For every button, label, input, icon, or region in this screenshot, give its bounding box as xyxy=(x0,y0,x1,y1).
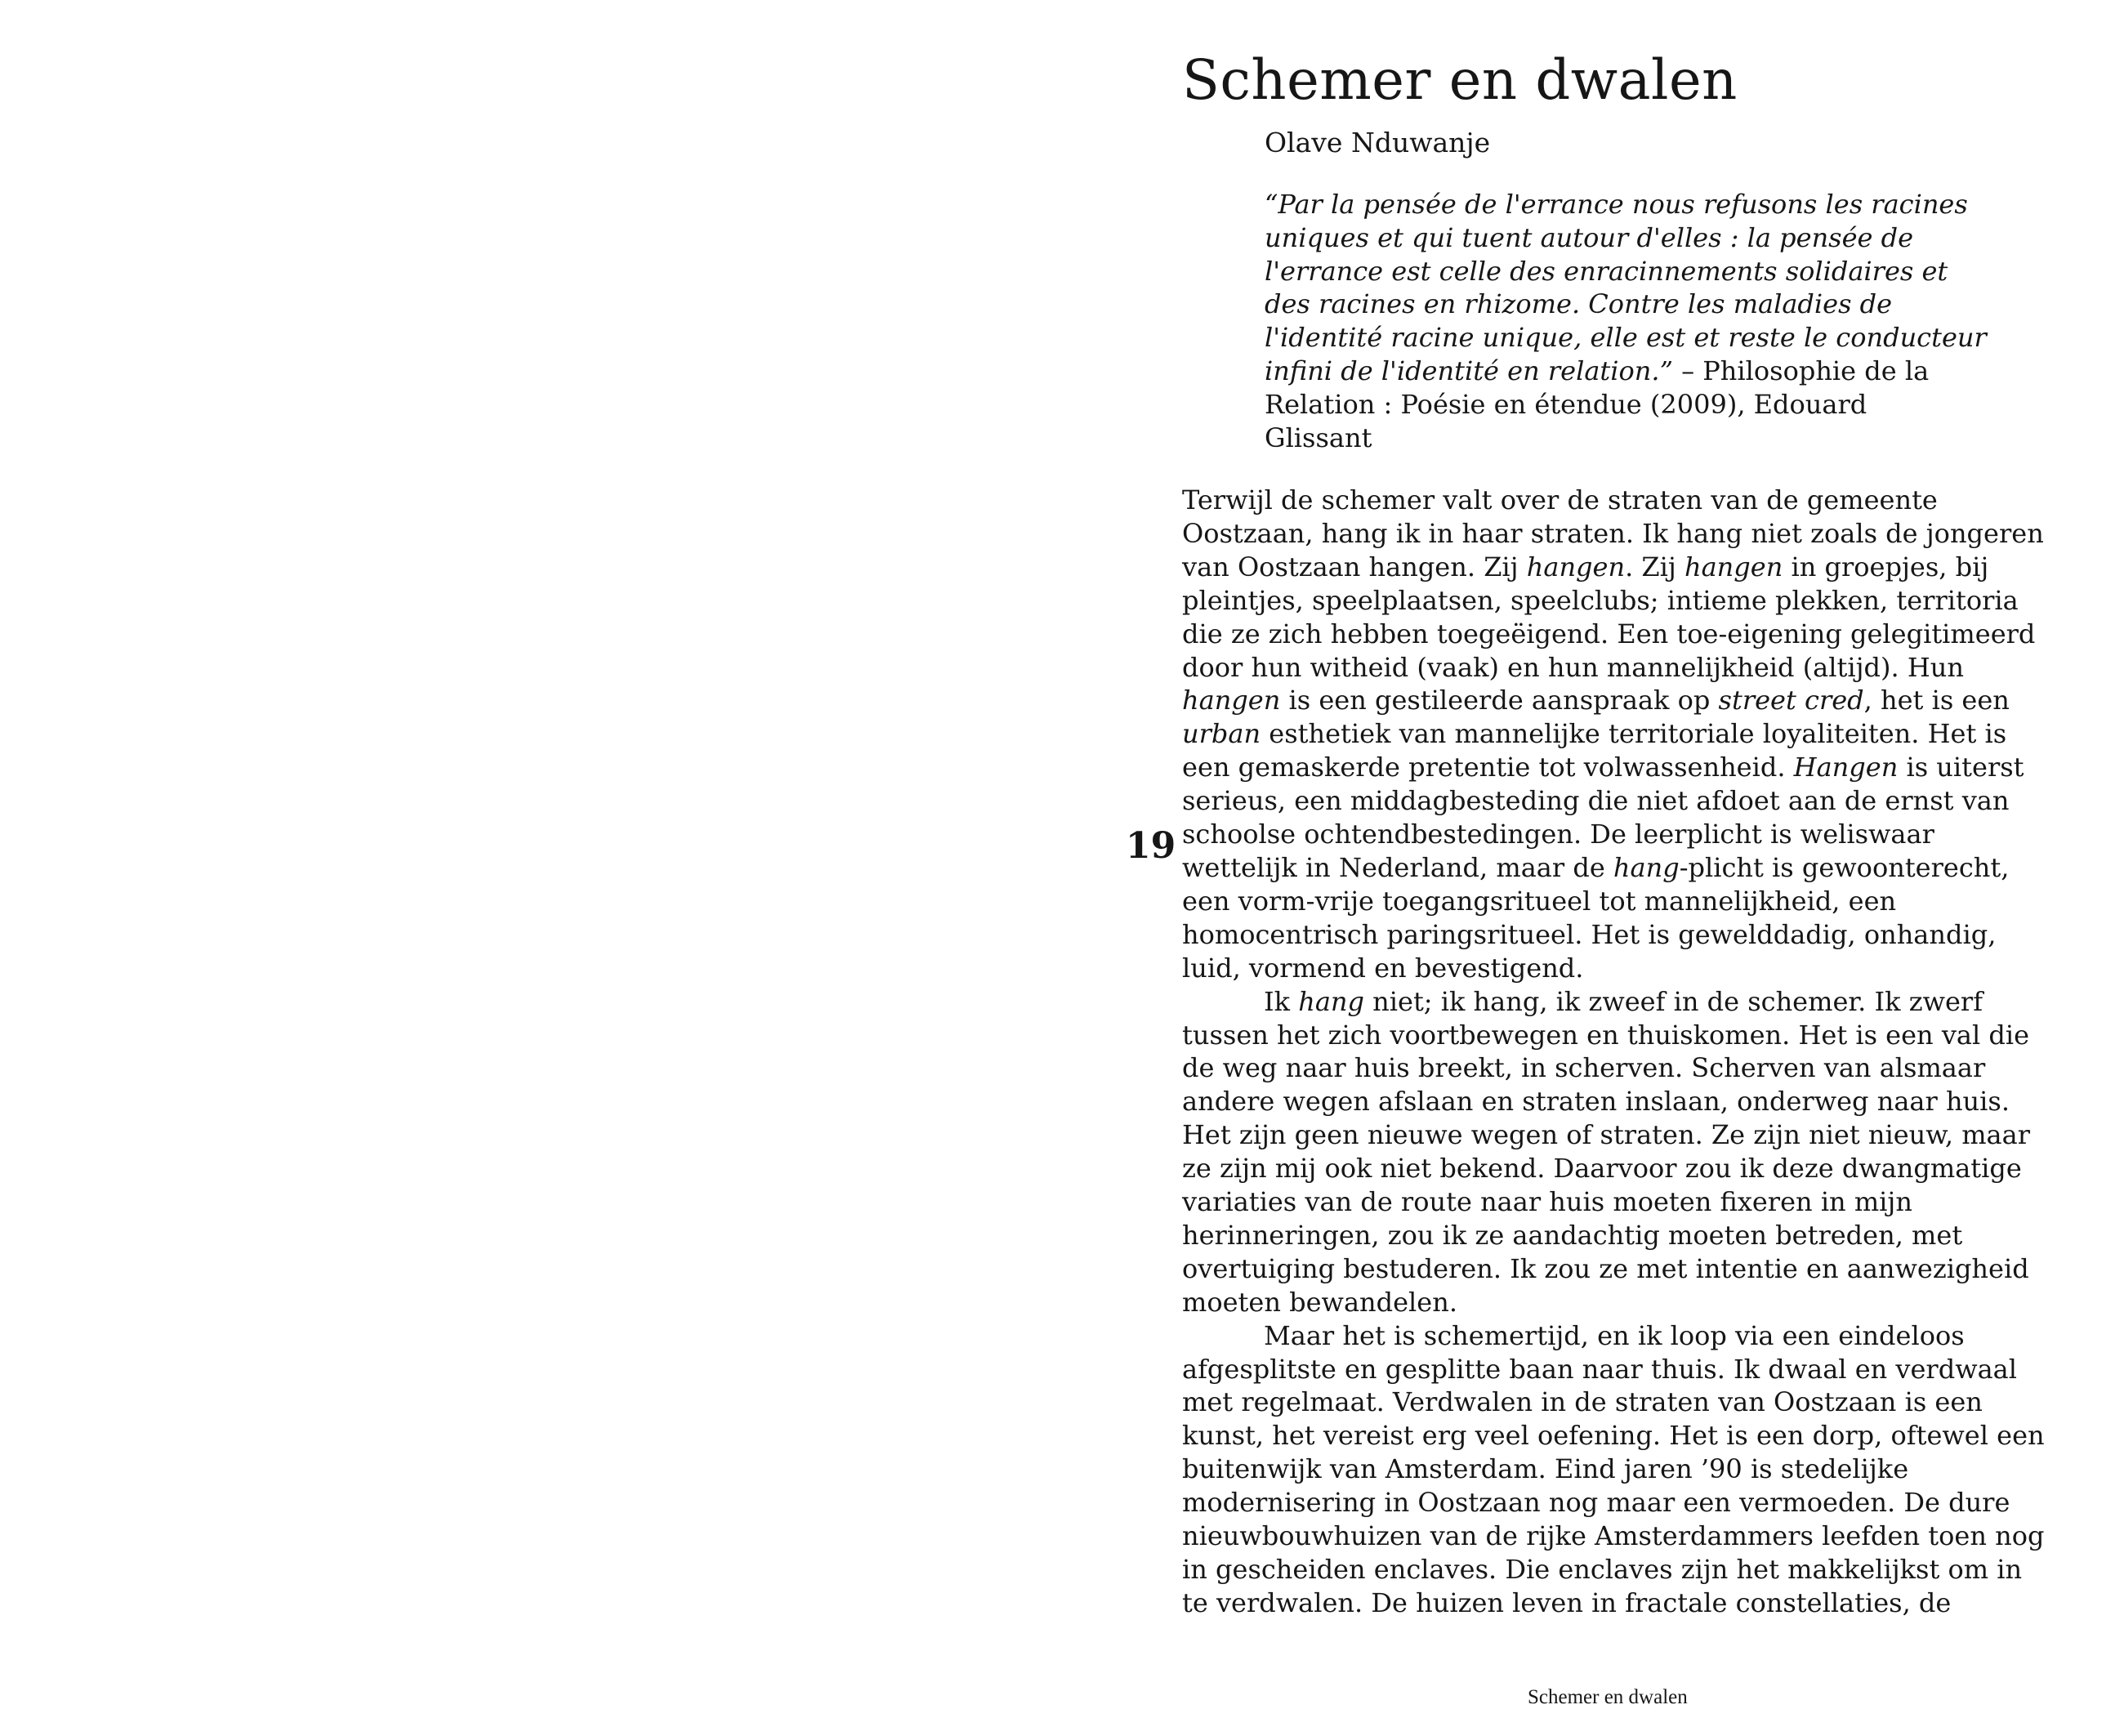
body-line xyxy=(1182,584,2048,618)
emphasis-text: hangen xyxy=(1526,551,1626,582)
body-text xyxy=(1182,484,2048,1620)
body-line xyxy=(1182,751,2048,784)
epigraph-line xyxy=(1265,388,1902,422)
body-text-run: Maar het is schemertijd, en ik loop via een eindeloos xyxy=(1264,1319,1965,1351)
epigraph-line xyxy=(1265,288,1902,321)
epigraph-quote-text: des racines en rhizome. Contre les maladies de xyxy=(1265,288,1893,320)
body-line xyxy=(1182,618,2048,651)
body-text-run: andere wegen afslaan en straten inslaan, onderweg naar huis. xyxy=(1182,1086,2010,1118)
page-number: 19 xyxy=(1126,825,1176,867)
body-line xyxy=(1182,1553,2048,1586)
chapter-title: Schemer en dwalen xyxy=(1182,48,1738,112)
epigraph-citation-text: Relation : Poésie en étendue (2009), Edouard xyxy=(1265,388,1867,420)
emphasis-text: hangen xyxy=(1182,685,1281,716)
epigraph-quote-text: “Par la pensée de l'errance nous refusons les racines xyxy=(1265,189,1968,220)
body-line xyxy=(1182,1386,2048,1419)
body-text-run: van Oostzaan hangen. Zij xyxy=(1182,551,1527,582)
epigraph-citation-text: – Philosophie de la xyxy=(1672,355,1930,386)
author-name: Olave Nduwanje xyxy=(1265,127,1491,158)
body-text-run: afgesplitste en gesplitte baan naar thuis. Ik dwaal en verdwaal xyxy=(1182,1353,2017,1385)
epigraph-line xyxy=(1265,221,1914,255)
body-line xyxy=(1182,1520,2048,1553)
emphasis-text: hang xyxy=(1298,985,1364,1017)
body-text-run: homocentrisch paringsritueel. Het is gewelddadig, onhandig, xyxy=(1182,918,1997,950)
body-text-run: door hun witheid (vaak) en hun mannelijkheid (altijd). Hun xyxy=(1182,651,1964,683)
emphasis-text: street cred xyxy=(1718,685,1864,716)
body-text-run: een vorm-vrije toegangsritueel tot mannelijkheid, een xyxy=(1182,885,1897,917)
epigraph-quote-text: uniques et qui tuent autour d'elles : la pensée de xyxy=(1265,221,1914,253)
body-text-run: modernisering in Oostzaan nog maar een vermoeden. De dure xyxy=(1182,1487,2010,1519)
body-text-run: die ze zich hebben toegeëigend. Een toe-eigening gelegitimeerd xyxy=(1182,618,2036,649)
body-line xyxy=(1182,851,2048,885)
body-line xyxy=(1182,1419,2048,1453)
body-text-run: te verdwalen. De huizen leven in fractale constellaties, de xyxy=(1182,1586,1952,1618)
body-line xyxy=(1182,1453,2048,1486)
body-text-run: is uiterst xyxy=(1898,752,2024,783)
body-text-run: schoolse ochtendbestedingen. De leerplicht is weliswaar xyxy=(1182,819,1934,850)
epigraph-line xyxy=(1265,255,1948,288)
body-line xyxy=(1182,818,2048,851)
body-text-run: pleintjes, speelplaatsen, speelclubs; intieme plekken, territoria xyxy=(1182,584,2019,616)
body-text-run: overtuiging bestuderen. Ik zou ze met intentie en aanwezigheid xyxy=(1182,1252,2029,1284)
body-text-run: met regelmaat. Verdwalen in de straten van Oostzaan is een xyxy=(1182,1386,1983,1418)
body-text-run: nieuwbouwhuizen van de rijke Amsterdammers leefden toen nog xyxy=(1182,1520,2045,1552)
body-line xyxy=(1182,1152,2048,1185)
body-line xyxy=(1182,551,2048,584)
emphasis-text: hangen xyxy=(1684,551,1783,582)
body-line xyxy=(1182,1051,2048,1085)
body-text-run: luid, vormend en bevestigend. xyxy=(1182,952,1584,984)
body-line xyxy=(1182,885,2048,918)
body-text-run: is een gestileerde aanspraak op xyxy=(1280,685,1719,716)
body-line xyxy=(1182,517,2048,551)
running-footer: Schemer en dwalen xyxy=(1528,1686,1688,1708)
body-text-run: ze zijn mij ook niet bekend. Daarvoor zou ik deze dwangmatige xyxy=(1182,1153,2022,1185)
body-text-run: esthetiek van mannelijke territoriale loyaliteiten. Het is xyxy=(1261,718,2007,750)
body-text-run: tussen het zich voortbewegen en thuiskomen. Het is een val die xyxy=(1182,1019,2030,1051)
body-text-run: buitenwijk van Amsterdam. Eind jaren ’90 is stedelijke xyxy=(1182,1453,1909,1485)
body-line xyxy=(1182,1486,2048,1520)
body-text-run: , het is een xyxy=(1863,685,2010,716)
body-line xyxy=(1182,1219,2048,1252)
emphasis-text: Hangen xyxy=(1793,752,1899,783)
body-line xyxy=(1182,918,2048,952)
body-text-run: een gemaskerde pretentie tot volwassenheid. xyxy=(1182,752,1794,783)
body-line xyxy=(1182,784,2048,818)
body-text-run: variaties van de route naar huis moeten fixeren in mijn xyxy=(1182,1186,1912,1218)
emphasis-text: urban xyxy=(1182,718,1261,750)
body-text-run: kunst, het vereist erg veel oefening. Het is een dorp, oftewel een xyxy=(1182,1420,2045,1452)
body-line xyxy=(1182,651,2048,685)
epigraph-line xyxy=(1265,188,1968,221)
body-text-run: in groepjes, bij xyxy=(1783,551,1989,582)
body-line xyxy=(1182,952,2048,985)
body-line xyxy=(1182,1252,2048,1286)
emphasis-text: hang xyxy=(1613,851,1680,883)
body-line xyxy=(1182,1353,2048,1386)
epigraph-line xyxy=(1265,321,1987,355)
body-line xyxy=(1182,1019,2048,1052)
epigraph-line xyxy=(1265,355,1930,388)
body-text-run: . Zij xyxy=(1625,551,1684,582)
epigraph-quote-text: l'errance est celle des enracinnements solidaires et xyxy=(1265,255,1948,287)
body-line xyxy=(1182,1118,2048,1152)
body-text-run: Terwijl de schemer valt over de straten van de gemeente xyxy=(1182,484,1938,515)
body-text-run: Het zijn geen nieuwe wegen of straten. Ze zijn niet nieuw, maar xyxy=(1182,1119,2030,1151)
epigraph-line xyxy=(1265,422,1902,455)
body-text-run: de weg naar huis breekt, in scherven. Scherven van alsmaar xyxy=(1182,1052,1986,1084)
body-line xyxy=(1182,1185,2048,1219)
body-text-run: niet; ik hang, ik zweef in de schemer. Ik zwerf xyxy=(1363,985,1983,1017)
body-line xyxy=(1182,717,2048,751)
body-text-run: -plicht is gewoonterecht, xyxy=(1679,851,2010,883)
body-line xyxy=(1182,684,2048,717)
body-text-run: serieus, een middagbesteding die niet afdoet aan de ernst van xyxy=(1182,785,2010,817)
epigraph-quote xyxy=(1265,188,1987,454)
body-text-run: wettelijk in Nederland, maar de xyxy=(1182,851,1613,883)
epigraph-quote-text: infini de l'identité en relation.” xyxy=(1265,355,1673,386)
body-line xyxy=(1182,484,2048,517)
body-line xyxy=(1182,1319,2048,1353)
epigraph-citation-text: Glissant xyxy=(1265,422,1372,453)
epigraph-quote-text: l'identité racine unique, elle est et reste le conducteur xyxy=(1265,322,1987,354)
body-line xyxy=(1182,985,2048,1019)
body-text-run: herinneringen, zou ik ze aandachtig moeten betreden, met xyxy=(1182,1219,1963,1251)
body-line xyxy=(1182,1586,2048,1620)
body-text-run: Ik xyxy=(1264,985,1299,1017)
body-line xyxy=(1182,1085,2048,1118)
body-line xyxy=(1182,1286,2048,1319)
body-text-run: moeten bewandelen. xyxy=(1182,1286,1457,1318)
body-text-run: in gescheiden enclaves. Die enclaves zijn het makkelijkst om in xyxy=(1182,1554,2023,1585)
body-text-run: Oostzaan, hang ik in haar straten. Ik hang niet zoals de jongeren xyxy=(1182,517,2044,549)
